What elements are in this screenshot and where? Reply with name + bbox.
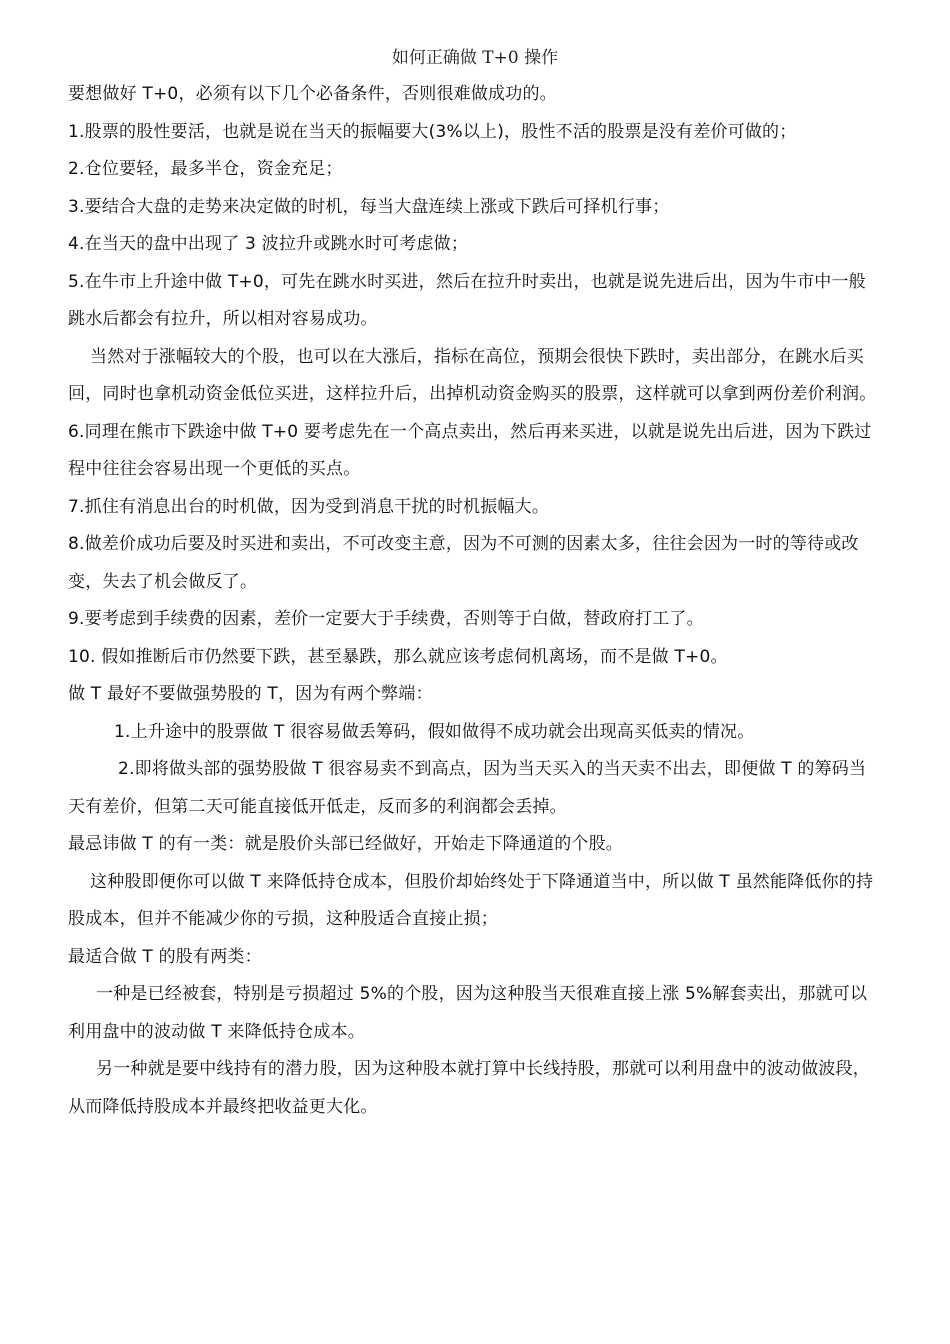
- paragraph-item-5: 5.在牛市上升途中做 T+0，可先在跳水时买进，然后在拉升时卖出，也就是说先进后出，因为牛市中一般跳水后都会有拉升，所以相对容易成功。: [68, 271, 866, 329]
- paragraph-best-heading: 最适合做 T 的股有两类：: [68, 946, 262, 967]
- paragraph-item-6: 6.同理在熊市下跌途中做 T+0 要考虑先在一个高点卖出，然后再来买进，以就是说先出后进，因为下跌过程中往往会容易出现一个更低的买点。: [68, 421, 872, 479]
- document-title: 如何正确做 T+0 操作: [391, 48, 559, 68]
- paragraph-drawback-2: 2.即将做头部的强势股做 T 很容易卖不到高点，因为当天买入的当天卖不出去，即便做 T 的筹码当天有差价，但第二天可能直接低开低走，反而多的利润都会丢掉。: [68, 759, 867, 817]
- paragraph-item-10: 10. 假如推断后市仍然要下跌，甚至暴跌，那么就应该考虑伺机离场，而不是做 T+0。: [68, 646, 728, 667]
- paragraph-best-type-2: 另一种就是要中线持有的潜力股，因为这种股本就打算中长线持股，那就可以利用盘中的波动做波段，从而降低持股成本并最终把收益更大化。: [68, 1059, 870, 1117]
- paragraph-drawback-1: 1.上升途中的股票做 T 很容易做丢筹码，假如做得不成功就会出现高买低卖的情况。: [114, 721, 755, 742]
- paragraph-item-1: 1.股票的股性要活，也就是说在当天的振幅要大(3%以上)，股性不活的股票是没有差价可做的；: [68, 121, 797, 142]
- paragraph-item-4: 4.在当天的盘中出现了 3 波拉升或跳水时可考虑做；: [68, 234, 469, 254]
- paragraph-intro: 要想做好 T+0，必须有以下几个必备条件，否则很难做成功的。: [68, 84, 557, 104]
- paragraph-item-9: 9.要考虑到手续费的因素，差价一定要大于手续费，否则等于白做，替政府打工了。: [68, 609, 704, 629]
- paragraph-best-type-1: 一种是已经被套，特别是亏损超过 5%的个股，因为这种股当天很难直接上涨 5%解套卖出，那就可以利用盘中的波动做 T 来降低持仓成本。: [68, 984, 868, 1042]
- paragraph-item-2: 2.仓位要轻，最多半仓，资金充足；: [68, 159, 343, 179]
- paragraph-taboo-heading: 最忌讳做 T 的有一类：就是股价头部已经做好，开始走下降通道的个股。: [68, 834, 623, 854]
- paragraph-item-7: 7.抓住有消息出台的时机做，因为受到消息干扰的时机振幅大。: [68, 496, 550, 517]
- paragraph-strong-stock-heading: 做 T 最好不要做强势股的 T，因为有两个弊端：: [68, 684, 433, 704]
- paragraph-item-8: 8.做差价成功后要及时买进和卖出，不可改变主意，因为不可测的因素太多，往往会因为一时的等待或改变，失去了机会做反了。: [68, 534, 859, 592]
- paragraph-taboo-detail: 这种股即便你可以做 T 来降低持仓成本，但股价却始终处于下降通道当中，所以做 T 虽然能降低你的持股成本，但并不能减少你的亏损，这种股适合直接止损；: [68, 871, 874, 929]
- paragraph-item-5-note: 当然对于涨幅较大的个股，也可以在大涨后，指标在高位，预期会很快下跌时，卖出部分，在跳水后买回，同时也拿机动资金低位买进，这样拉升后，出掉机动资金购买的股票，这样就可以拿到两份差价利润。: [68, 346, 877, 404]
- document-body: [68, 76, 880, 1126]
- paragraph-item-3: 3.要结合大盘的走势来决定做的时机，每当大盘连续上涨或下跌后可择机行事；: [68, 196, 670, 217]
